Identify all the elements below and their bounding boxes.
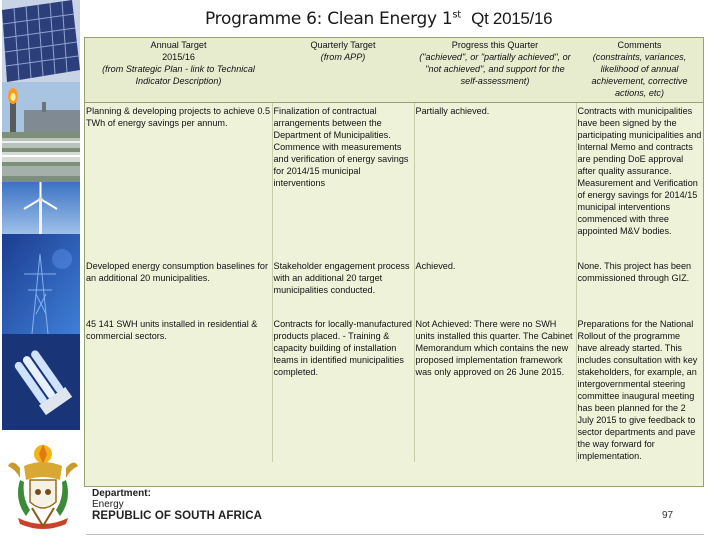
dept-label: Department: — [92, 488, 151, 499]
cell-quarterly: Contracts for locally-manufactured products placed. - Training & capacity building of installation teams in identified municipalities completed. — [272, 316, 414, 462]
coat-of-arms-icon — [6, 440, 80, 532]
header-progress: Progress this Quarter ("achieved", or "partially achieved", or "not achieved", and support for the self-assessment) — [414, 38, 576, 103]
cell-progress: Not Achieved: There were no SWH units installed this quarter. The Cabinet Memorandum which contains the new proposed implementation framework was only approved on 26 June 2015. — [414, 316, 576, 462]
title-sup: st — [452, 9, 461, 21]
department-logo-text — [92, 488, 262, 523]
cell-comments: Preparations for the National Rollout of the programme have already started. This includes consultation with key stakeholders, for example, an intergovernmental steering committee inaugural meeting has been planned for the 2 July 2015 to give feedback to sector departments and pave the way forward for implementation. — [577, 318, 698, 461]
cell-quarterly: Finalization of contractual arrangements between the Department of Municipalities. Commence with measurements and verification of energy savings for 2014/15 municipal interventions — [272, 103, 414, 258]
refinery-flame-image — [2, 82, 80, 132]
cell-quarterly: Stakeholder engagement process with an additional 20 target municipalities conducted. — [272, 258, 414, 316]
cell-annual: Developed energy consumption baselines for an additional 20 municipalities. — [85, 258, 272, 316]
programme-table — [85, 38, 703, 462]
programme-table-container — [84, 37, 704, 487]
table-row — [85, 258, 703, 316]
page-number: 97 — [662, 510, 674, 521]
table-header-row — [85, 38, 703, 103]
cell-annual: Planning & developing projects to achieve 0.5 TWh of energy savings per annum. — [85, 103, 272, 258]
left-image-strip — [0, 0, 84, 430]
title-prefix: Programme 6: Clean Energy 1 — [205, 9, 453, 29]
table-row — [85, 316, 703, 462]
cfl-bulb-image — [2, 334, 80, 430]
wind-turbine-image — [2, 182, 80, 234]
cell-annual: 45 141 SWH units installed in residential & commercial sectors. — [85, 316, 272, 462]
table-row — [85, 103, 703, 258]
header-quarterly-target: Quarterly Target (from APP) — [272, 38, 414, 103]
power-pylon-image — [2, 234, 80, 334]
slide-title — [205, 9, 552, 29]
country-name: REPUBLIC OF SOUTH AFRICA — [92, 510, 262, 522]
pipeline-image — [2, 132, 80, 182]
title-suffix: Qt 2015/16 — [471, 9, 553, 28]
footer-divider — [86, 534, 704, 535]
cell-comments: Contracts with municipalities have been signed by the participating municipalities and Internal Memo and contracts are pending DoE approval after quality assurance. Measurement and Verification of energy savings for 2014/15 municipal interventions commenced with three appointed M&V bodies. — [577, 106, 702, 236]
cell-progress: Achieved. — [414, 258, 576, 316]
header-annual-target: Annual Target 2015/16 (from Strategic Plan - link to Technical Indicator Description) — [85, 38, 272, 103]
dept-name: Energy — [92, 499, 124, 510]
header-comments: Comments (constraints, variances, likelihood of annual achievement, corrective actions, etc) — [576, 38, 703, 103]
cell-progress: Partially achieved. — [414, 103, 576, 258]
cell-comments: None. This project has been commissioned through GIZ. — [577, 260, 692, 283]
solar-panel-image — [2, 0, 80, 82]
